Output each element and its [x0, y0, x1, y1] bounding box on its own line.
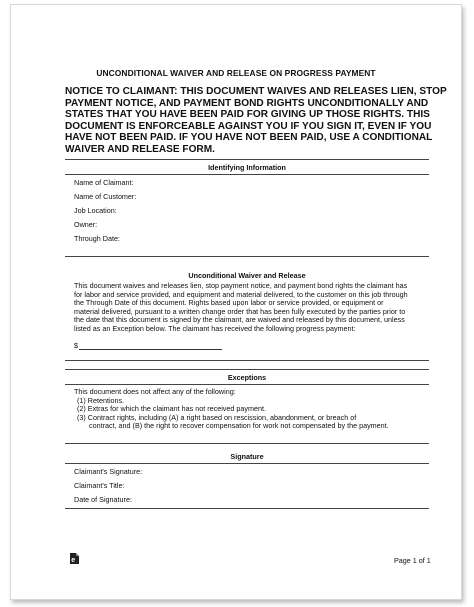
- owner-field[interactable]: Owner:: [74, 220, 98, 229]
- notice-line: HAVE NOT BEEN PAID. IF YOU HAVE NOT BEEN PAID, USE A CONDITIONAL: [65, 132, 433, 144]
- exceptions-section: [65, 369, 429, 444]
- notice-line: PAYMENT NOTICE, AND PAYMENT BOND RIGHTS UNCONDITIONALLY AND: [65, 97, 429, 109]
- waiver-section: [65, 268, 429, 361]
- exception-item-continued: contract, and (B) the right to recover compensation for work not compensated by the payment.: [89, 421, 389, 431]
- exceptions-heading: Exceptions: [65, 369, 429, 385]
- through-date-field[interactable]: Through Date:: [74, 234, 120, 243]
- exception-item: (3) Contract rights, including (A) a right based on rescission, abandonment, or breach of: [77, 412, 357, 422]
- exceptions-intro: This document does not affect any of the following:: [74, 387, 236, 396]
- dollar-sign: $: [74, 340, 78, 350]
- name-of-customer-field[interactable]: Name of Customer:: [74, 192, 137, 201]
- section-divider: [65, 508, 429, 509]
- job-location-field[interactable]: Job Location:: [74, 206, 117, 215]
- page-number: Page 1 of 1: [394, 556, 431, 565]
- waiver-heading: Unconditional Waiver and Release: [188, 271, 306, 280]
- waiver-line: material delivered, pursuant to a written change order that has been fully executed by the parties prior to: [74, 306, 406, 316]
- date-of-signature-field[interactable]: Date of Signature:: [74, 495, 132, 504]
- signature-heading: Signature: [65, 449, 429, 464]
- claimant-title-field[interactable]: Claimant's Title:: [74, 481, 125, 490]
- waiver-line: This document waives and releases lien, stop payment notice, and payment bond rights the claimant has: [74, 281, 408, 290]
- notice-to-claimant: [65, 86, 447, 156]
- waiver-line: the date that this document is signed by the claimant, are waived and released by this document, unless: [74, 315, 405, 325]
- payment-amount-field[interactable]: [65, 341, 429, 350]
- signature-section: [65, 449, 429, 509]
- waiver-line: for labor and service provided, and equipment and material delivered, to the customer on this job through: [74, 289, 408, 299]
- identifying-information-heading: Identifying Information: [65, 159, 429, 175]
- name-of-claimant-field[interactable]: Name of Claimant:: [74, 178, 134, 187]
- waiver-line: listed as an Exception below. The claimant has received the following progress payment:: [74, 323, 356, 333]
- exception-item: (1) Retentions.: [77, 395, 125, 405]
- identifying-information-section: [65, 159, 429, 257]
- claimant-signature-field[interactable]: Claimant's Signature:: [74, 467, 143, 476]
- waiver-text: [65, 282, 429, 334]
- waiver-line: the Through Date of this document. Rights based upon labor or service provided, or equipment or: [74, 298, 384, 308]
- notice-line: DOCUMENT IS ENFORCEABLE AGAINST YOU IF YOU SIGN IT, EVEN IF YOU: [65, 120, 432, 132]
- document-title: UNCONDITIONAL WAIVER AND RELEASE ON PROGRESS PAYMENT: [96, 68, 376, 78]
- section-divider: [65, 443, 429, 444]
- section-divider: [65, 256, 429, 257]
- notice-line: WAIVER AND RELEASE FORM.: [65, 143, 215, 155]
- exceptions-text: [65, 388, 429, 431]
- document-page: [10, 4, 462, 600]
- eforms-logo-icon: [68, 552, 81, 565]
- payment-amount-line[interactable]: [79, 342, 222, 350]
- exception-item: (2) Extras for which the claimant has not received payment.: [77, 404, 266, 414]
- svg-text:e: e: [71, 557, 76, 565]
- notice-line: STATES THAT YOU HAVE BEEN PAID FOR GIVING UP THOSE RIGHTS. THIS: [65, 109, 430, 121]
- notice-line: NOTICE TO CLAIMANT: THIS DOCUMENT WAIVES AND RELEASES LIEN, STOP: [65, 86, 447, 97]
- section-divider: [65, 360, 429, 361]
